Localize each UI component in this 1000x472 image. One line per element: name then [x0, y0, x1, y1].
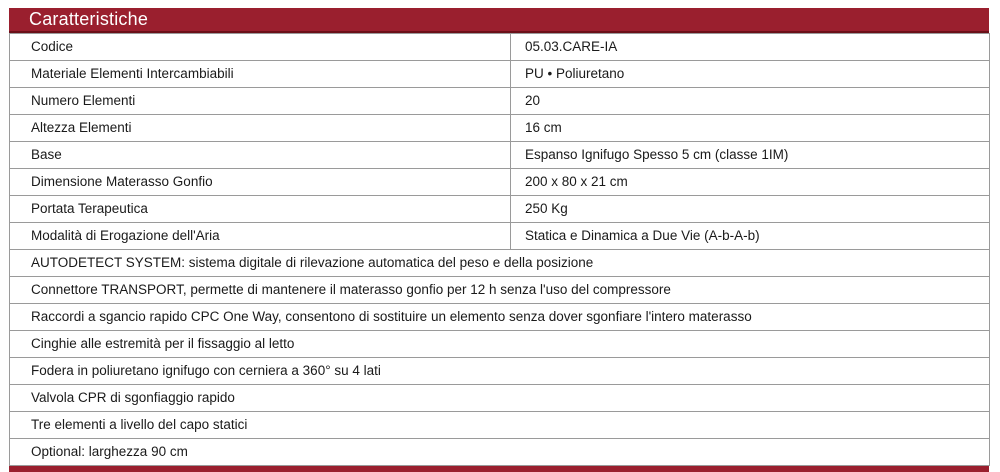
feature-text: Optional: larghezza 90 cm [10, 439, 990, 466]
spec-value: 16 cm [511, 115, 990, 142]
spec-label: Altezza Elementi [10, 115, 511, 142]
spec-value: 200 x 80 x 21 cm [511, 169, 990, 196]
section-header [9, 8, 989, 33]
feature-row [10, 331, 990, 358]
feature-row [10, 250, 990, 277]
section-title: Caratteristiche [29, 9, 149, 29]
spec-value: Statica e Dinamica a Due Vie (A-b-A-b) [511, 223, 990, 250]
spec-row [10, 223, 990, 250]
feature-row [10, 304, 990, 331]
spec-label: Numero Elementi [10, 88, 511, 115]
spec-label: Dimensione Materasso Gonfio [10, 169, 511, 196]
spec-row [10, 196, 990, 223]
feature-row [10, 277, 990, 304]
spec-label: Base [10, 142, 511, 169]
feature-text: Valvola CPR di sgonfiaggio rapido [10, 385, 990, 412]
spec-value: 250 Kg [511, 196, 990, 223]
feature-row [10, 358, 990, 385]
specs-table [9, 33, 990, 466]
spec-value: PU • Poliuretano [511, 61, 990, 88]
feature-text: Fodera in poliuretano ignifugo con cerniera a 360° su 4 lati [10, 358, 990, 385]
spec-row [10, 115, 990, 142]
feature-row [10, 439, 990, 466]
spec-value: 20 [511, 88, 990, 115]
spec-row [10, 142, 990, 169]
feature-text: AUTODETECT SYSTEM: sistema digitale di rilevazione automatica del peso e della posizione [10, 250, 990, 277]
spec-row [10, 61, 990, 88]
feature-row [10, 412, 990, 439]
spec-value: Espanso Ignifugo Spesso 5 cm (classe 1IM) [511, 142, 990, 169]
feature-row [10, 385, 990, 412]
feature-text: Connettore TRANSPORT, permette di mantenere il materasso gonfio per 12 h senza l'uso del compressore [10, 277, 990, 304]
specs-sheet [9, 8, 989, 472]
feature-text: Tre elementi a livello del capo statici [10, 412, 990, 439]
feature-text: Cinghie alle estremità per il fissaggio al letto [10, 331, 990, 358]
spec-label: Materiale Elementi Intercambiabili [10, 61, 511, 88]
spec-row [10, 34, 990, 61]
spec-label: Portata Terapeutica [10, 196, 511, 223]
spec-row [10, 169, 990, 196]
footer-bar [9, 466, 989, 472]
spec-label: Codice [10, 34, 511, 61]
spec-row [10, 88, 990, 115]
feature-text: Raccordi a sgancio rapido CPC One Way, consentono di sostituire un elemento senza dover sgonfiare l'intero materasso [10, 304, 990, 331]
spec-label: Modalità di Erogazione dell'Aria [10, 223, 511, 250]
spec-value: 05.03.CARE-IA [511, 34, 990, 61]
